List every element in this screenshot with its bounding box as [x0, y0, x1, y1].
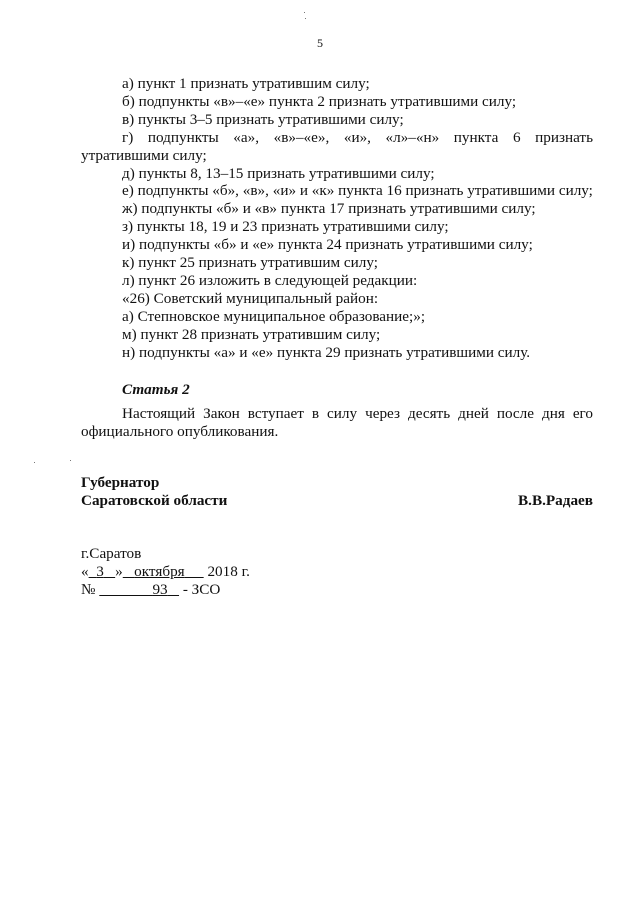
list-item: а) Степновское муниципальное образование;»; [122, 307, 426, 325]
amendments-list [81, 75, 593, 362]
list-item: з) пункты 18, 19 и 23 признать утратившими силу; [122, 218, 449, 236]
list-item: «26) Советский муниципальный район: [122, 289, 379, 307]
signatory-title-line1: Губернатор [81, 474, 160, 491]
scan-speck [70, 460, 71, 461]
list-item: е) подпункты «б», «в», «и» и «к» пункта 16 признать утратившими силу; [122, 182, 593, 200]
scan-speck [305, 18, 306, 19]
list-item: м) пункт 28 признать утратившим силу; [122, 325, 381, 343]
list-item: г) подпункты «а», «в»–«е», «и», «л»–«н» пункта 6 признать утратившими силу; [81, 128, 593, 164]
date-open-quote: « [81, 563, 89, 580]
signatory-title-line2: Саратовской области [81, 492, 228, 509]
signature-block [81, 474, 593, 510]
date-line [81, 563, 250, 581]
list-item: в) пункты 3–5 признать утратившими силу; [122, 110, 404, 128]
number-suffix: - ЗСО [182, 581, 221, 598]
place-date-block [81, 545, 250, 599]
scan-speck [34, 462, 35, 463]
list-item: д) пункты 8, 13–15 признать утратившими силу; [122, 164, 435, 182]
number-symbol: № [81, 581, 96, 598]
list-item: н) подпункты «а» и «е» пункта 29 признать утратившими силу. [122, 343, 531, 361]
list-item: л) пункт 26 изложить в следующей редакции: [122, 271, 418, 289]
article-text: Настоящий Закон вступает в силу через десять дней после дня его официального опубликования. [81, 405, 593, 440]
article-heading: Статья 2 [122, 381, 190, 398]
date-day: 3 [96, 563, 104, 580]
date-close-quote: » [115, 563, 123, 580]
page-number: 5 [317, 36, 323, 50]
list-item: а) пункт 1 признать утратившим силу; [122, 75, 370, 92]
number-line [81, 581, 250, 599]
number-value: 93 [152, 581, 168, 598]
list-item: к) пункт 25 признать утратившим силу; [122, 254, 378, 272]
list-item: и) подпункты «б» и «е» пункта 24 признать утратившими силу; [122, 236, 533, 254]
place: г.Саратов [81, 545, 142, 562]
signatory-name: В.В.Радаев [518, 492, 593, 509]
date-month: октября [134, 563, 185, 580]
list-item: б) подпункты «в»–«е» пункта 2 признать утратившими силу; [122, 92, 517, 110]
list-item: ж) подпункты «б» и «в» пункта 17 признать утратившими силу; [122, 200, 536, 218]
scan-speck [304, 12, 305, 13]
date-year: 2018 г. [207, 563, 250, 580]
